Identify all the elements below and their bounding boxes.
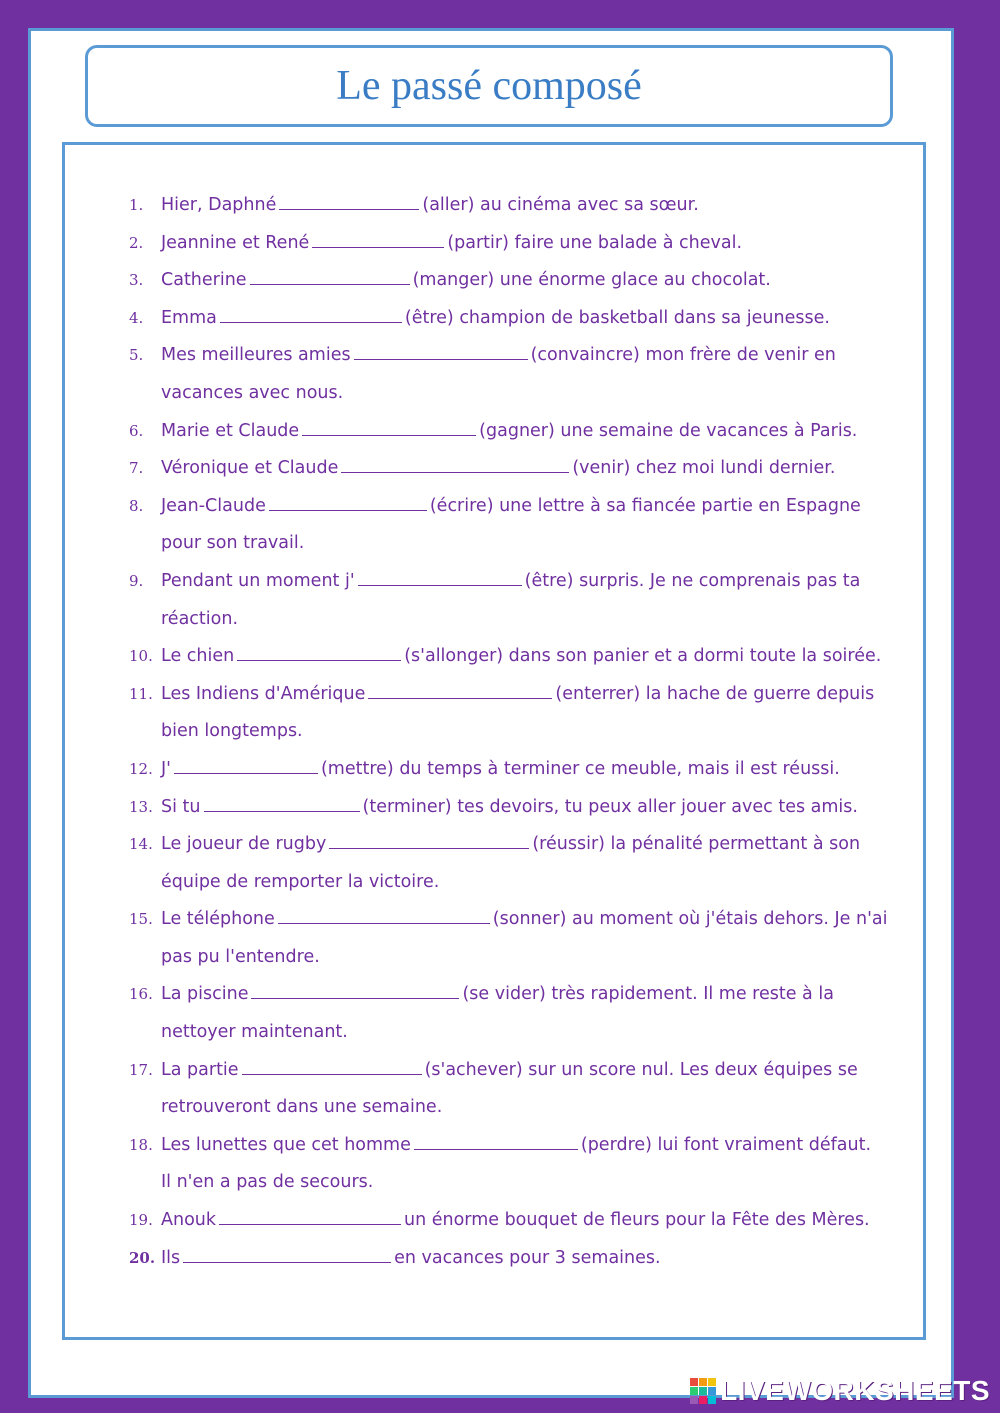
sentence-end: (mettre) du temps à terminer ce meuble, mais il est réussi. — [320, 758, 840, 779]
exercise-text — [161, 939, 909, 977]
exercise-item — [129, 1052, 909, 1090]
exercise-number: 2. — [129, 233, 144, 252]
sentence-end: (perdre) lui font vraiment défaut. — [580, 1134, 872, 1155]
exercise-text — [161, 1089, 909, 1127]
exercise-item-continuation — [129, 713, 909, 751]
answer-blank[interactable] — [341, 450, 569, 473]
exercise-item — [129, 676, 909, 714]
sentence-end: (écrire) une lettre à sa fiancée partie en Espagne — [429, 495, 861, 516]
answer-blank[interactable] — [358, 563, 522, 586]
sentence-start: Jeannine et René — [161, 232, 310, 253]
sentence-start: Les Indiens d'Amérique — [161, 683, 366, 704]
exercise-item-continuation — [129, 864, 909, 902]
exercise-text — [161, 413, 909, 451]
logo-tile — [708, 1396, 716, 1404]
answer-blank[interactable] — [329, 826, 529, 849]
sentence-end: (être) champion de basketball dans sa jeunesse. — [404, 307, 830, 328]
exercise-text — [161, 450, 909, 488]
exercise-item — [129, 337, 909, 375]
exercise-item — [129, 826, 909, 864]
sentence-start: La piscine — [161, 984, 249, 1005]
answer-blank[interactable] — [269, 488, 427, 511]
exercise-number: 17. — [129, 1060, 153, 1079]
sentence-start: Ils — [161, 1247, 181, 1268]
exercise-item-continuation — [129, 601, 909, 639]
sentence-start: pas pu l'entendre. — [161, 946, 320, 967]
exercise-item — [129, 300, 909, 338]
answer-blank[interactable] — [219, 1202, 401, 1225]
sentence-end: (enterrer) la hache de guerre depuis — [555, 683, 875, 704]
logo-tile — [699, 1387, 707, 1395]
sentence-end: (s'achever) sur un score nul. Les deux équipes se — [424, 1059, 858, 1080]
exercise-number: 9. — [129, 571, 144, 590]
exercise-text — [161, 1164, 909, 1202]
page-title: Le passé composé — [336, 63, 642, 109]
exercise-text — [161, 337, 909, 375]
exercise-text — [161, 864, 909, 902]
sentence-start: Il n'en a pas de secours. — [161, 1172, 374, 1193]
exercise-item — [129, 638, 909, 676]
exercise-item-continuation — [129, 1089, 909, 1127]
exercise-item — [129, 1202, 909, 1240]
exercise-box — [62, 142, 926, 1340]
exercise-item — [129, 563, 909, 601]
exercise-number: 1. — [129, 196, 144, 214]
exercise-text — [161, 375, 909, 413]
sentence-start: Les lunettes que cet homme — [161, 1134, 411, 1155]
sentence-start: réaction. — [161, 608, 239, 629]
sentence-start: Catherine — [161, 270, 247, 291]
sentence-start: vacances avec nous. — [161, 382, 344, 403]
sentence-end: (venir) chez moi lundi dernier. — [572, 458, 836, 479]
sentence-end: (aller) au cinéma avec sa sœur. — [422, 195, 699, 215]
exercise-number: 15. — [129, 910, 153, 929]
exercise-item-continuation — [129, 525, 909, 563]
exercise-item — [129, 413, 909, 451]
exercise-item — [129, 488, 909, 526]
answer-blank[interactable] — [183, 1240, 391, 1263]
answer-blank[interactable] — [302, 413, 476, 436]
logo-tile — [708, 1387, 716, 1395]
answer-blank[interactable] — [242, 1052, 422, 1075]
exercise-number: 6. — [129, 421, 144, 440]
exercise-text — [161, 262, 909, 300]
answer-blank[interactable] — [279, 187, 419, 210]
sentence-start: nettoyer maintenant. — [161, 1022, 348, 1043]
liveworksheets-logo — [690, 1375, 990, 1407]
sentence-end: un énorme bouquet de fleurs pour la Fête des Mères. — [404, 1210, 870, 1231]
logo-tile — [690, 1396, 698, 1404]
exercise-number — [129, 601, 161, 639]
exercise-number — [129, 525, 161, 563]
sentence-start: La partie — [161, 1059, 239, 1080]
exercise-number — [129, 864, 161, 902]
exercise-text — [161, 976, 909, 1014]
exercise-text — [161, 1202, 909, 1240]
exercise-list — [129, 187, 909, 1277]
exercise-text — [161, 187, 909, 225]
exercise-number — [129, 713, 161, 751]
exercise-item — [129, 789, 909, 827]
sentence-end: (convaincre) mon frère de venir en — [530, 345, 836, 366]
liveworksheets-logo-text: LIVEWORKSHEETS — [720, 1375, 990, 1406]
sentence-start: équipe de remporter la victoire. — [161, 871, 440, 892]
exercise-number — [129, 1164, 161, 1202]
answer-blank[interactable] — [174, 751, 318, 774]
exercise-number: 7. — [129, 459, 144, 478]
sentence-start: Mes meilleures amies — [161, 345, 351, 366]
exercise-text — [161, 300, 909, 338]
exercise-number: 4. — [129, 308, 144, 327]
answer-blank[interactable] — [312, 225, 444, 248]
exercise-item — [129, 187, 909, 225]
exercise-number: 12. — [129, 759, 153, 778]
sentence-start: retrouveront dans une semaine. — [161, 1097, 443, 1118]
sentence-start: Si tu — [161, 796, 201, 817]
answer-blank[interactable] — [250, 262, 410, 285]
sentence-start: Véronique et Claude — [161, 458, 339, 479]
sentence-end: (manger) une énorme glace au chocolat. — [412, 270, 771, 291]
exercise-text — [161, 563, 909, 601]
answer-blank[interactable] — [251, 976, 459, 999]
exercise-text — [161, 789, 909, 827]
exercise-text — [161, 525, 909, 563]
answer-blank[interactable] — [204, 789, 360, 812]
exercise-item — [129, 901, 909, 939]
exercise-item — [129, 976, 909, 1014]
exercise-item-continuation — [129, 375, 909, 413]
exercise-text — [161, 1127, 909, 1165]
sentence-start: Marie et Claude — [161, 420, 300, 441]
exercise-text — [161, 638, 909, 676]
sentence-start: Le chien — [161, 646, 235, 667]
exercise-text — [161, 1014, 909, 1052]
sentence-start: Le téléphone — [161, 909, 275, 930]
sentence-end: (réussir) la pénalité permettant à son — [532, 834, 861, 855]
exercise-text — [161, 601, 909, 639]
answer-blank[interactable] — [354, 337, 528, 360]
exercise-number: 20. — [129, 1248, 156, 1267]
logo-tile — [708, 1378, 716, 1386]
title-box — [85, 45, 893, 127]
exercise-text — [161, 1052, 909, 1090]
sentence-end: (terminer) tes devoirs, tu peux aller jouer avec tes amis. — [362, 796, 858, 817]
exercise-number — [129, 1014, 161, 1052]
sentence-end: (sonner) au moment où j'étais dehors. Je n'ai — [492, 909, 888, 930]
exercise-number: 18. — [129, 1135, 153, 1154]
sentence-start: J' — [161, 758, 171, 779]
exercise-number — [129, 1089, 161, 1127]
sentence-end: (s'allonger) dans son panier et a dormi toute la soirée. — [404, 646, 882, 667]
exercise-number: 8. — [129, 496, 144, 515]
sentence-end: (partir) faire une balade à cheval. — [447, 232, 743, 253]
exercise-number — [129, 939, 161, 977]
exercise-number: 14. — [129, 835, 153, 854]
exercise-item — [129, 751, 909, 789]
sentence-end: (gagner) une semaine de vacances à Paris. — [479, 420, 858, 441]
sentence-end: en vacances pour 3 semaines. — [394, 1247, 661, 1268]
exercise-number: 10. — [129, 647, 153, 666]
sentence-start: Le joueur de rugby — [161, 834, 327, 855]
logo-tile — [699, 1378, 707, 1386]
exercise-item-continuation — [129, 1164, 909, 1202]
exercise-item — [129, 262, 909, 300]
sentence-end: (être) surpris. Je ne comprenais pas ta — [524, 570, 861, 591]
exercise-item-continuation — [129, 939, 909, 977]
worksheet-page — [28, 28, 954, 1398]
exercise-number — [129, 375, 161, 413]
sentence-start: bien longtemps. — [161, 721, 303, 742]
exercise-item-continuation — [129, 1014, 909, 1052]
sentence-start: Anouk — [161, 1210, 216, 1231]
exercise-text — [161, 826, 909, 864]
exercise-item — [129, 225, 909, 263]
answer-blank[interactable] — [278, 901, 490, 924]
sentence-start: Hier, Daphné — [161, 195, 277, 215]
exercise-item — [129, 1240, 909, 1278]
answer-blank[interactable] — [220, 300, 402, 323]
exercise-text — [161, 225, 909, 263]
sentence-start: pour son travail. — [161, 533, 305, 554]
sentence-start: Emma — [161, 307, 217, 328]
sentence-start: Pendant un moment j' — [161, 570, 355, 591]
answer-blank[interactable] — [237, 638, 401, 661]
liveworksheets-icon — [690, 1378, 716, 1404]
exercise-text — [161, 1240, 909, 1278]
exercise-text — [161, 901, 909, 939]
logo-tile — [699, 1396, 707, 1404]
answer-blank[interactable] — [368, 676, 552, 699]
exercise-number: 5. — [129, 346, 144, 365]
exercise-number: 13. — [129, 797, 153, 816]
logo-tile — [690, 1378, 698, 1386]
exercise-text — [161, 488, 909, 526]
sentence-end: (se vider) très rapidement. Il me reste à la — [462, 984, 834, 1005]
exercise-item — [129, 1127, 909, 1165]
exercise-text — [161, 676, 909, 714]
exercise-number: 11. — [129, 684, 153, 703]
answer-blank[interactable] — [414, 1127, 578, 1150]
exercise-number: 19. — [129, 1211, 153, 1230]
logo-tile — [690, 1387, 698, 1395]
exercise-text — [161, 713, 909, 751]
exercise-text — [161, 751, 909, 789]
exercise-item — [129, 450, 909, 488]
exercise-number: 3. — [129, 271, 144, 290]
exercise-number: 16. — [129, 985, 153, 1004]
sentence-start: Jean-Claude — [161, 495, 266, 516]
